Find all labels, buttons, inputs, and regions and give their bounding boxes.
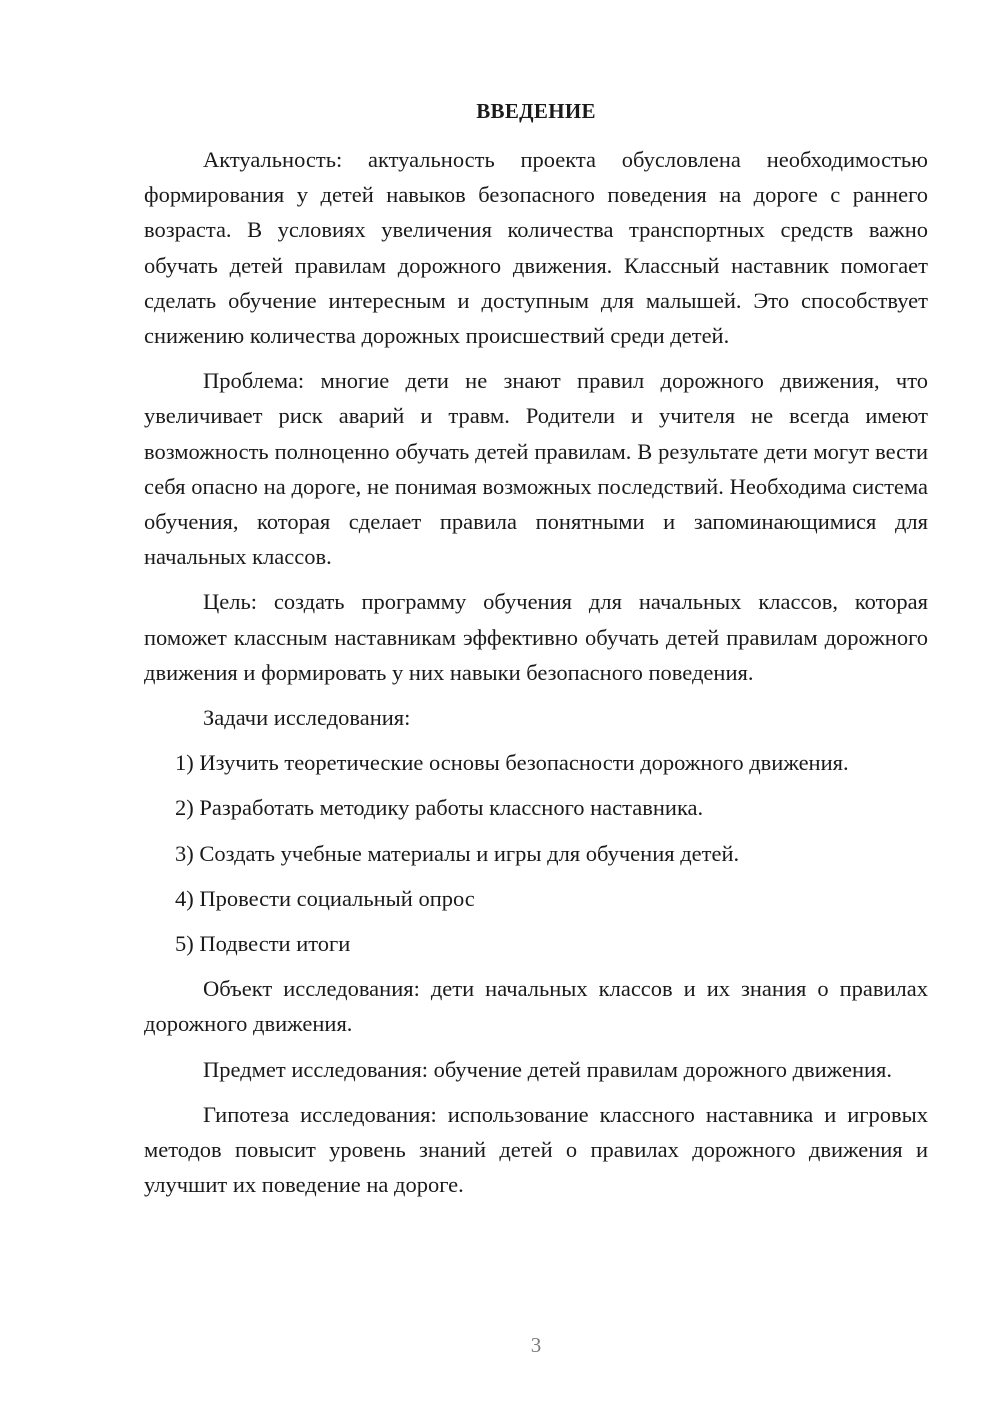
page-title: ВВЕДЕНИЕ xyxy=(476,99,596,123)
tasks-list xyxy=(144,745,928,961)
list-item: 4) Провести социальный опрос xyxy=(175,885,475,911)
list-item: 1) Изучить теоретические основы безопасности дорожного движения. xyxy=(175,750,849,776)
relevance-paragraph: Актуальность: актуальность проекта обусловлена необходимостью формирования у детей навыков безопасного поведения на дороге с раннего возраста. В условиях увеличения количества транспортных средств важно обучать детей правилам дорожного движения. Классный наставник помогает сделать обучение интересным и доступным для малышей. Это способствует снижению количества дорожных происшествий среди детей. xyxy=(144,147,928,349)
goal-paragraph: Цель: создать программу обучения для начальных классов, которая поможет классным наставникам эффективно обучать детей правилам дорожного движения и формировать у них навыки безопасного поведения. xyxy=(144,589,928,685)
subject-paragraph: Предмет исследования: обучение детей правилам дорожного движения. xyxy=(203,1056,893,1082)
page-number: 3 xyxy=(530,1333,542,1357)
document-body xyxy=(144,142,928,1202)
list-item: 3) Создать учебные материалы и игры для обучения детей. xyxy=(175,840,740,866)
object-paragraph: Объект исследования: дети начальных классов и их знания о правилах дорожного движения. xyxy=(144,976,928,1037)
tasks-heading: Задачи исследования: xyxy=(203,705,411,731)
hypothesis-paragraph: Гипотеза исследования: использование классного наставника и игровых методов повысит уровень знаний детей о правилах дорожного движения и улучшит их поведение на дороге. xyxy=(144,1101,928,1198)
list-item: 5) Подвести итоги xyxy=(175,931,351,957)
problem-paragraph: Проблема: многие дети не знают правил дорожного движения, что увеличивает риск аварий и травм. Родители и учителя не всегда имеют возможность полноценно обучать детей правилам. В результате дети могут вести себя опасно на дороге, не понимая возможных последствий. Необходима система обучения, которая сделает правила понятными и запоминающимися для начальных классов. xyxy=(144,368,928,570)
list-item: 2) Разработать методику работы классного наставника. xyxy=(175,795,704,821)
